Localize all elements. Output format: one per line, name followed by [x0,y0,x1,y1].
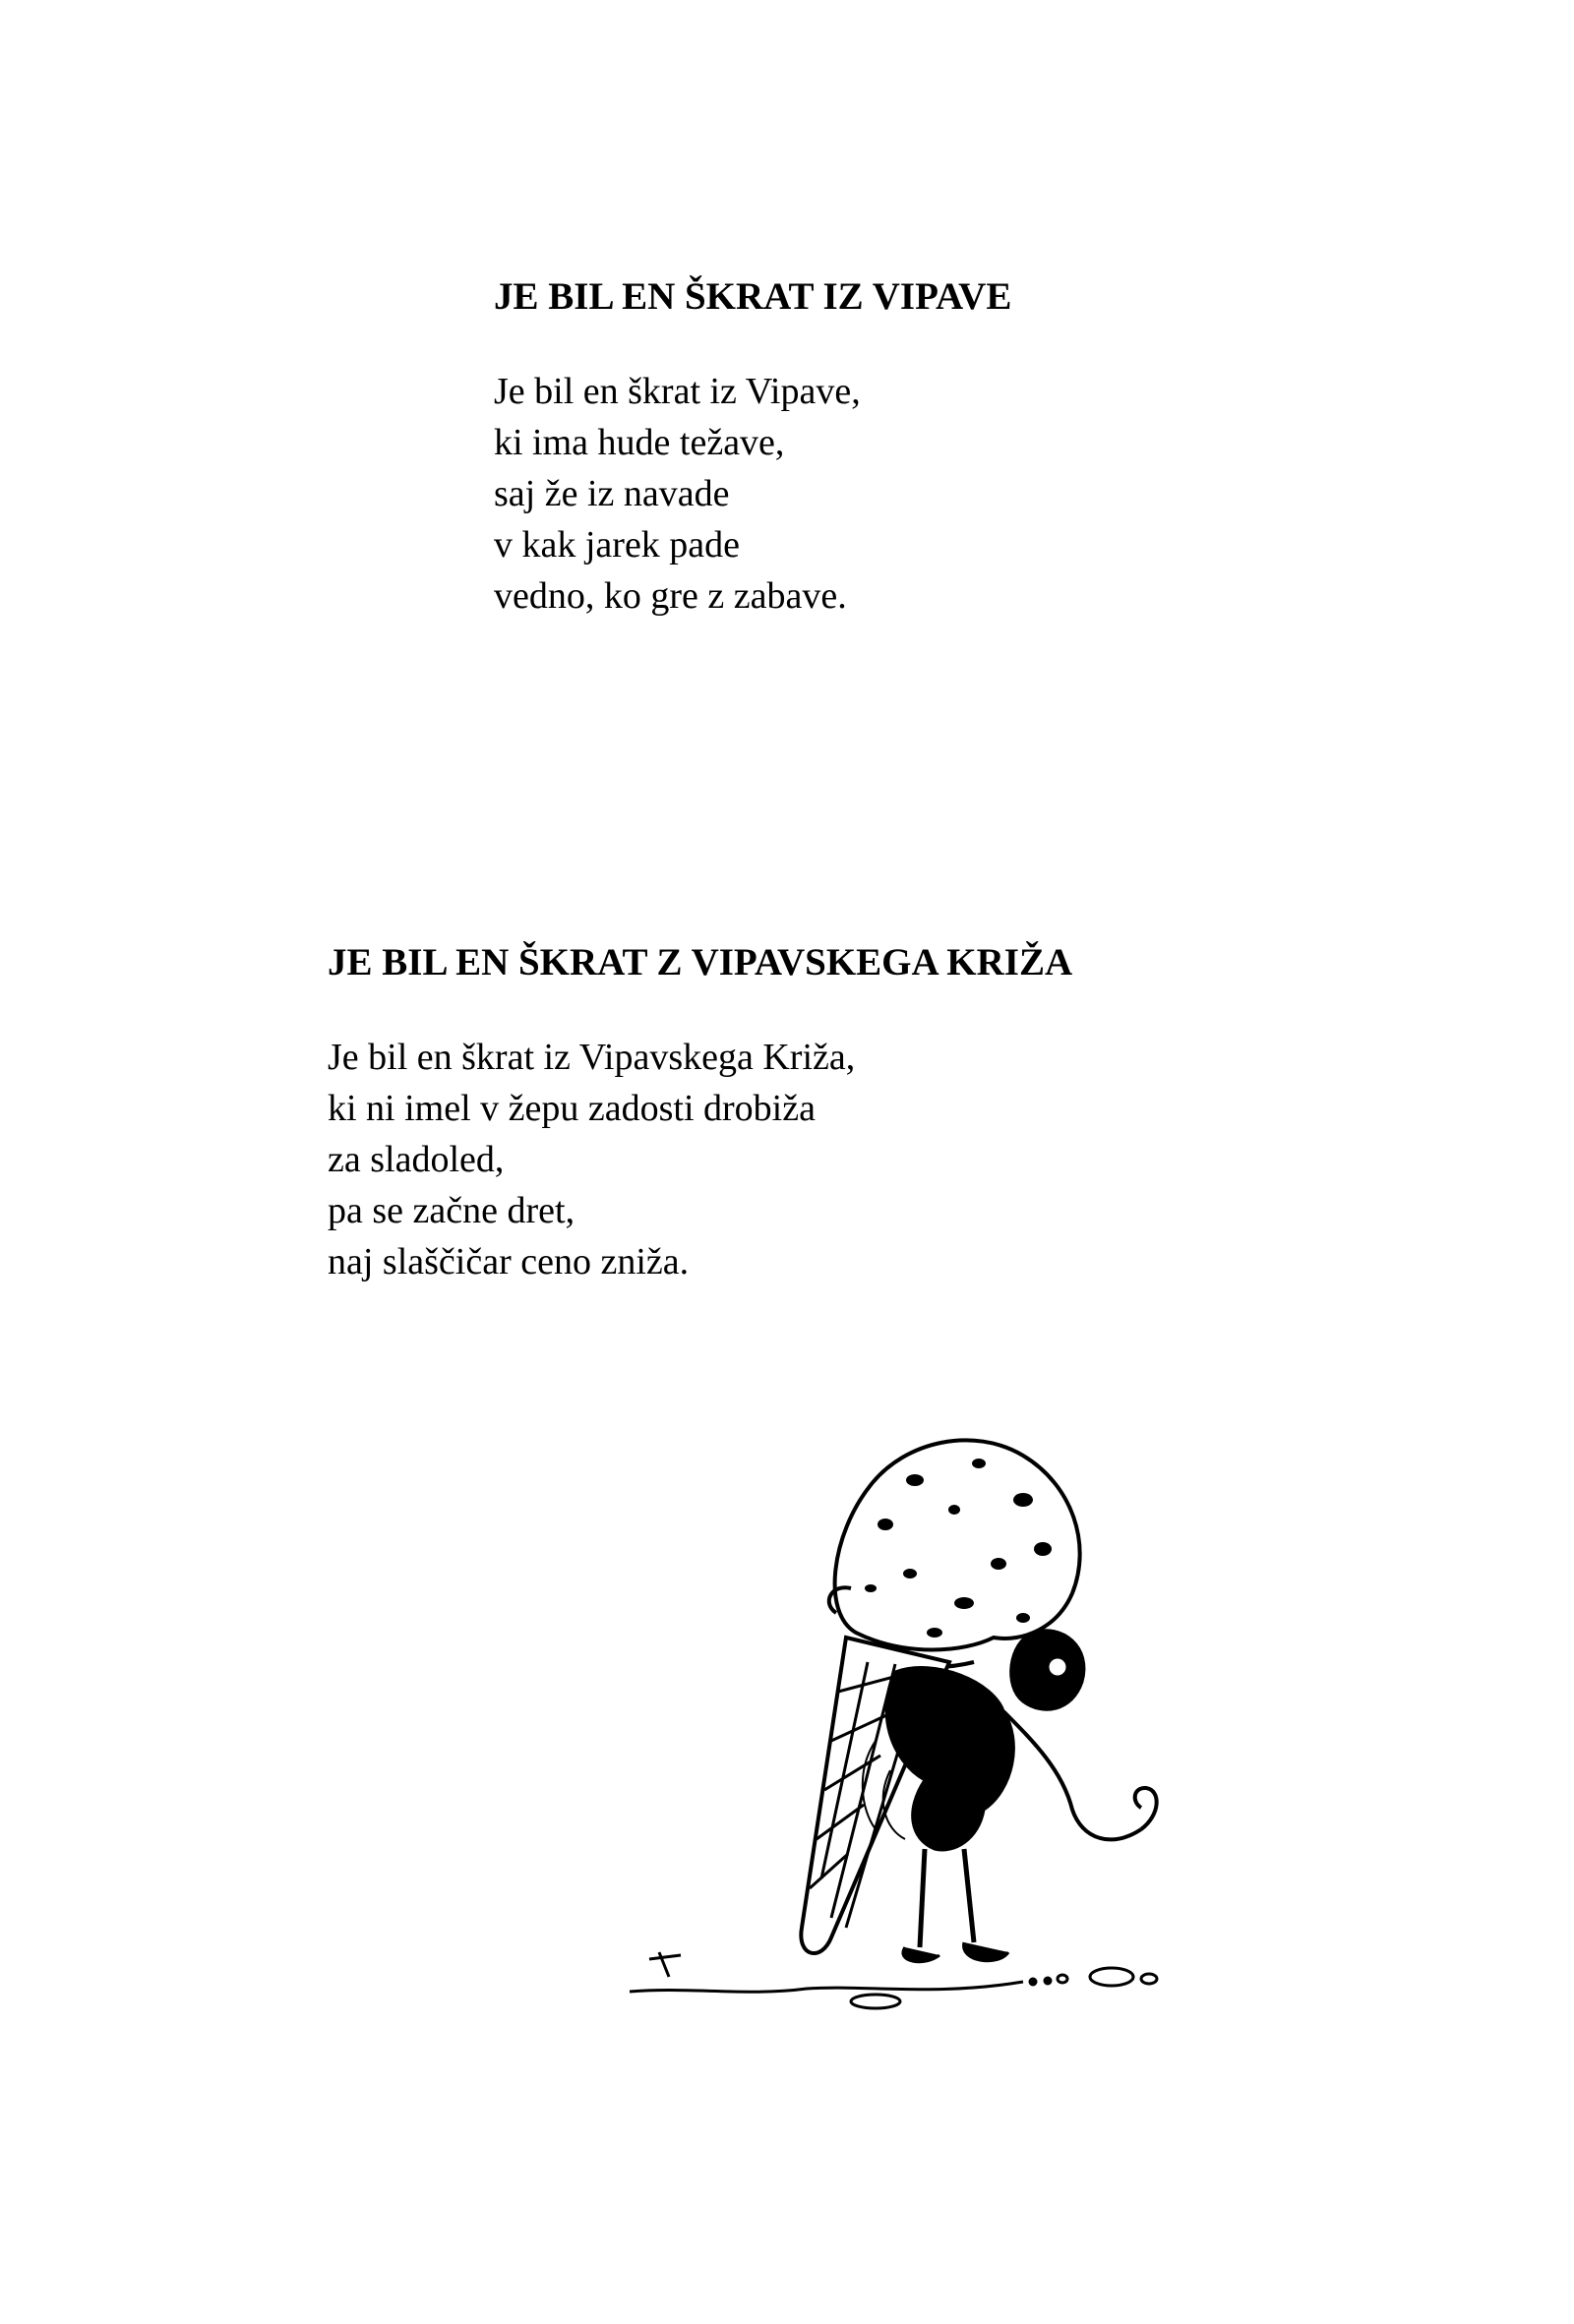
gnome-figure [863,1631,1157,1962]
poem-line: za sladoled, [328,1139,505,1180]
ice-cream-gnome-illustration [610,1416,1200,2065]
poem-line: pa se začne dret, [328,1190,575,1231]
poem-stanza [494,366,1011,622]
poem-title: JE BIL EN ŠKRAT IZ VIPAVE [494,275,1012,318]
poem-line: ki ni imel v žepu zadosti drobiža [328,1088,816,1129]
poem-title: JE BIL EN ŠKRAT Z VIPAVSKEGA KRIŽA [328,941,1073,983]
poem-line: vedno, ko gre z zabave. [494,575,847,617]
poem-vipavski-kriz [328,939,1072,1287]
poem-line: v kak jarek pade [494,524,741,566]
poem-line: Je bil en škrat iz Vipave, [494,371,861,412]
poem-line: Je bil en škrat iz Vipavskega Križa, [328,1037,856,1078]
poem-line: ki ima hude težave, [494,422,785,463]
poem-stanza [328,1032,1072,1287]
poem-line: naj slaščičar ceno zniža. [328,1241,690,1282]
ground [630,1952,1157,2008]
poem-line: saj že iz navade [494,473,730,514]
poem-vipava [494,273,1011,622]
